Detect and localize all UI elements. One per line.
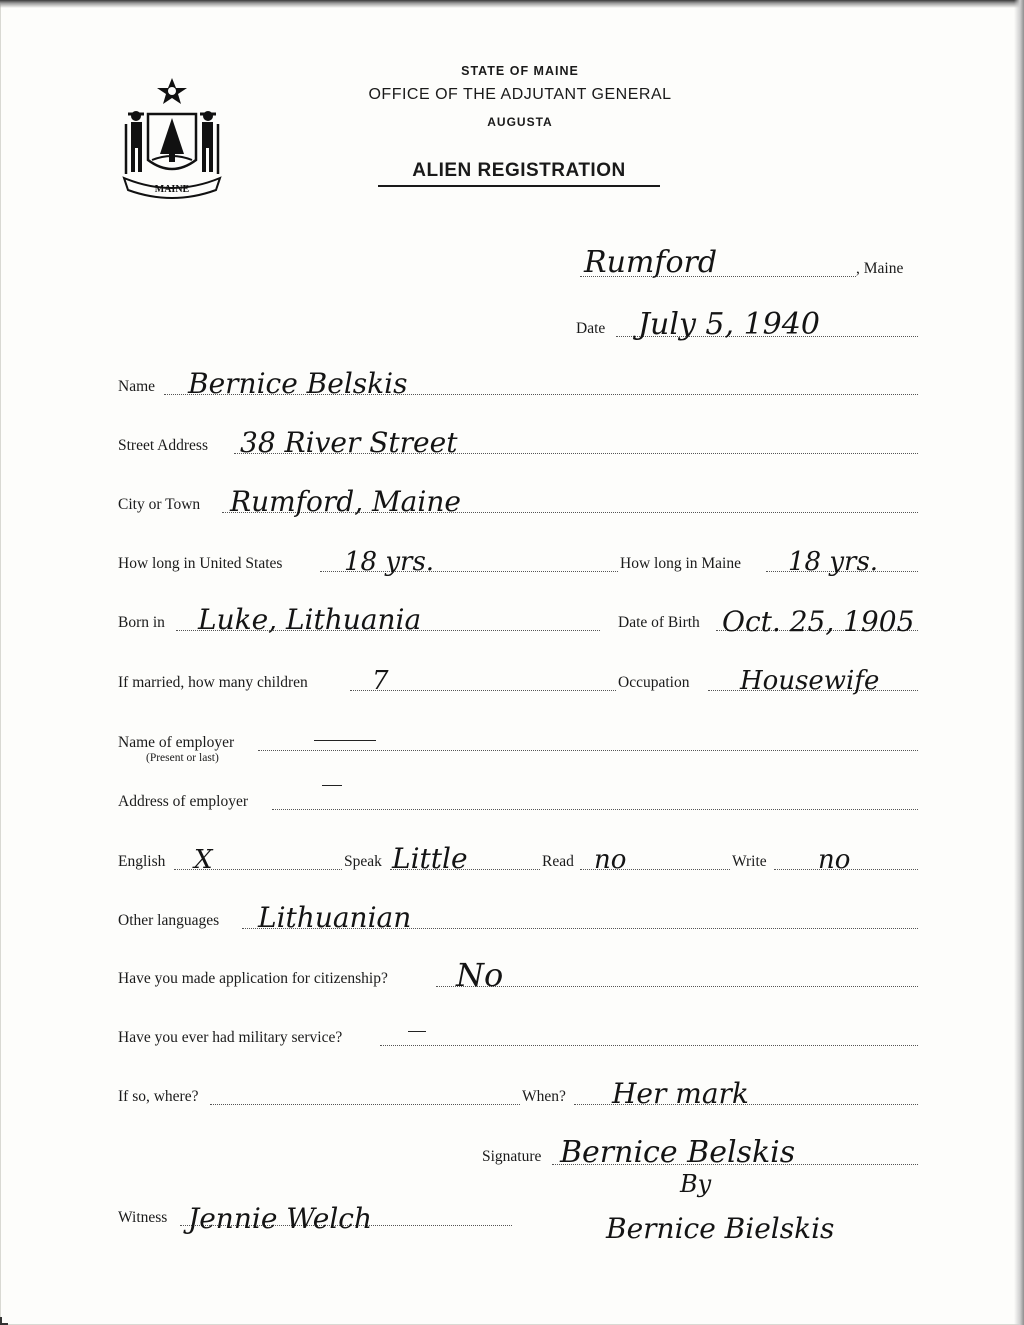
military-label: Have you ever had military service? — [118, 1029, 343, 1046]
state-of-maine-seal-icon — [118, 74, 226, 200]
service-where-when-row — [118, 1077, 918, 1110]
employer-name-row — [118, 732, 918, 756]
citizenship-label: Have you made application for citizenship? — [118, 970, 388, 987]
children-dots — [350, 690, 616, 691]
write-value: no — [818, 845, 851, 875]
english-label: English — [118, 853, 166, 870]
street-address-label: Street Address — [118, 437, 208, 454]
other-languages-row — [118, 901, 918, 934]
employer-address-dots — [272, 809, 918, 810]
read-label: Read — [542, 853, 574, 870]
scan-edge-right — [1014, 0, 1024, 1325]
birth-row — [118, 603, 918, 638]
seal-banner-text: MAINE — [154, 184, 190, 195]
header-city: AUGUSTA — [487, 115, 553, 129]
street-address-value: 38 River Street — [240, 426, 458, 459]
name-value: Bernice Belskis — [188, 367, 408, 400]
occupation-value: Housewife — [740, 666, 880, 696]
employer-address-row — [118, 791, 918, 815]
name-row — [118, 367, 918, 400]
witness-label: Witness — [118, 1209, 168, 1226]
signature-value: Bernice Belskis — [560, 1135, 796, 1170]
employer-name-dash — [314, 740, 376, 741]
signature-row — [482, 1135, 918, 1170]
born-in-value: Luke, Lithuania — [198, 603, 422, 636]
born-in-label: Born in — [118, 614, 165, 631]
read-value: no — [594, 845, 627, 875]
speak-label: Speak — [344, 853, 382, 870]
date-of-birth-value: Oct. 25, 1905 — [722, 605, 915, 638]
header-office: OFFICE OF THE ADJUTANT GENERAL — [368, 86, 672, 103]
english-row — [118, 842, 918, 875]
if-so-where-dots — [210, 1104, 520, 1105]
date-label: Date — [576, 320, 606, 337]
signature-by: By — [680, 1170, 712, 1198]
place-row — [580, 245, 920, 282]
place-value: Rumford — [584, 245, 718, 280]
place-suffix: , Maine — [856, 260, 904, 277]
when-label: When? — [522, 1088, 566, 1105]
employer-address-dash — [322, 785, 342, 786]
children-label: If married, how many children — [118, 674, 308, 691]
witness-row — [118, 1202, 512, 1235]
city-label: City or Town — [118, 496, 201, 513]
write-label: Write — [732, 853, 767, 870]
military-dash — [408, 1031, 426, 1032]
signature-label: Signature — [482, 1148, 542, 1165]
other-languages-value: Lithuanian — [258, 901, 412, 934]
children-value: 7 — [372, 666, 389, 696]
signature-by-name: Bernice Bielskis — [606, 1212, 835, 1245]
date-row — [576, 307, 918, 342]
residence-duration-row — [118, 547, 918, 577]
when-value: Her mark — [612, 1077, 749, 1110]
how-long-us-value: 18 yrs. — [344, 547, 435, 577]
citizenship-dots — [436, 986, 918, 987]
occupation-label: Occupation — [618, 674, 690, 691]
if-so-where-label: If so, where? — [118, 1088, 199, 1105]
employer-name-dots — [258, 750, 918, 751]
employer-name-sublabel: (Present or last) — [146, 752, 219, 764]
date-value: July 5, 1940 — [638, 307, 820, 342]
citizenship-value: No — [456, 956, 504, 994]
english-value: X — [194, 845, 213, 875]
employer-address-label: Address of employer — [118, 793, 248, 810]
city-value: Rumford, Maine — [230, 485, 461, 518]
header-state: STATE OF MAINE — [461, 64, 579, 78]
scan-edge-top — [0, 0, 1024, 8]
scan-corner-mark — [0, 1317, 8, 1325]
speak-value: Little — [392, 842, 468, 875]
witness-value: Jennie Welch — [188, 1202, 373, 1235]
military-dots — [380, 1045, 918, 1046]
other-languages-label: Other languages — [118, 912, 220, 929]
how-long-maine-value: 18 yrs. — [788, 547, 879, 577]
how-long-us-label: How long in United States — [118, 555, 283, 572]
date-of-birth-label: Date of Birth — [618, 614, 700, 631]
children-occupation-row — [118, 666, 918, 696]
name-label: Name — [118, 378, 156, 395]
citizenship-row — [118, 956, 918, 994]
form-title: ALIEN REGISTRATION — [378, 160, 660, 187]
military-row — [118, 1027, 918, 1051]
city-row — [118, 485, 918, 518]
how-long-maine-label: How long in Maine — [620, 555, 741, 572]
employer-name-label: Name of employer — [118, 734, 235, 751]
street-address-row — [118, 426, 918, 459]
